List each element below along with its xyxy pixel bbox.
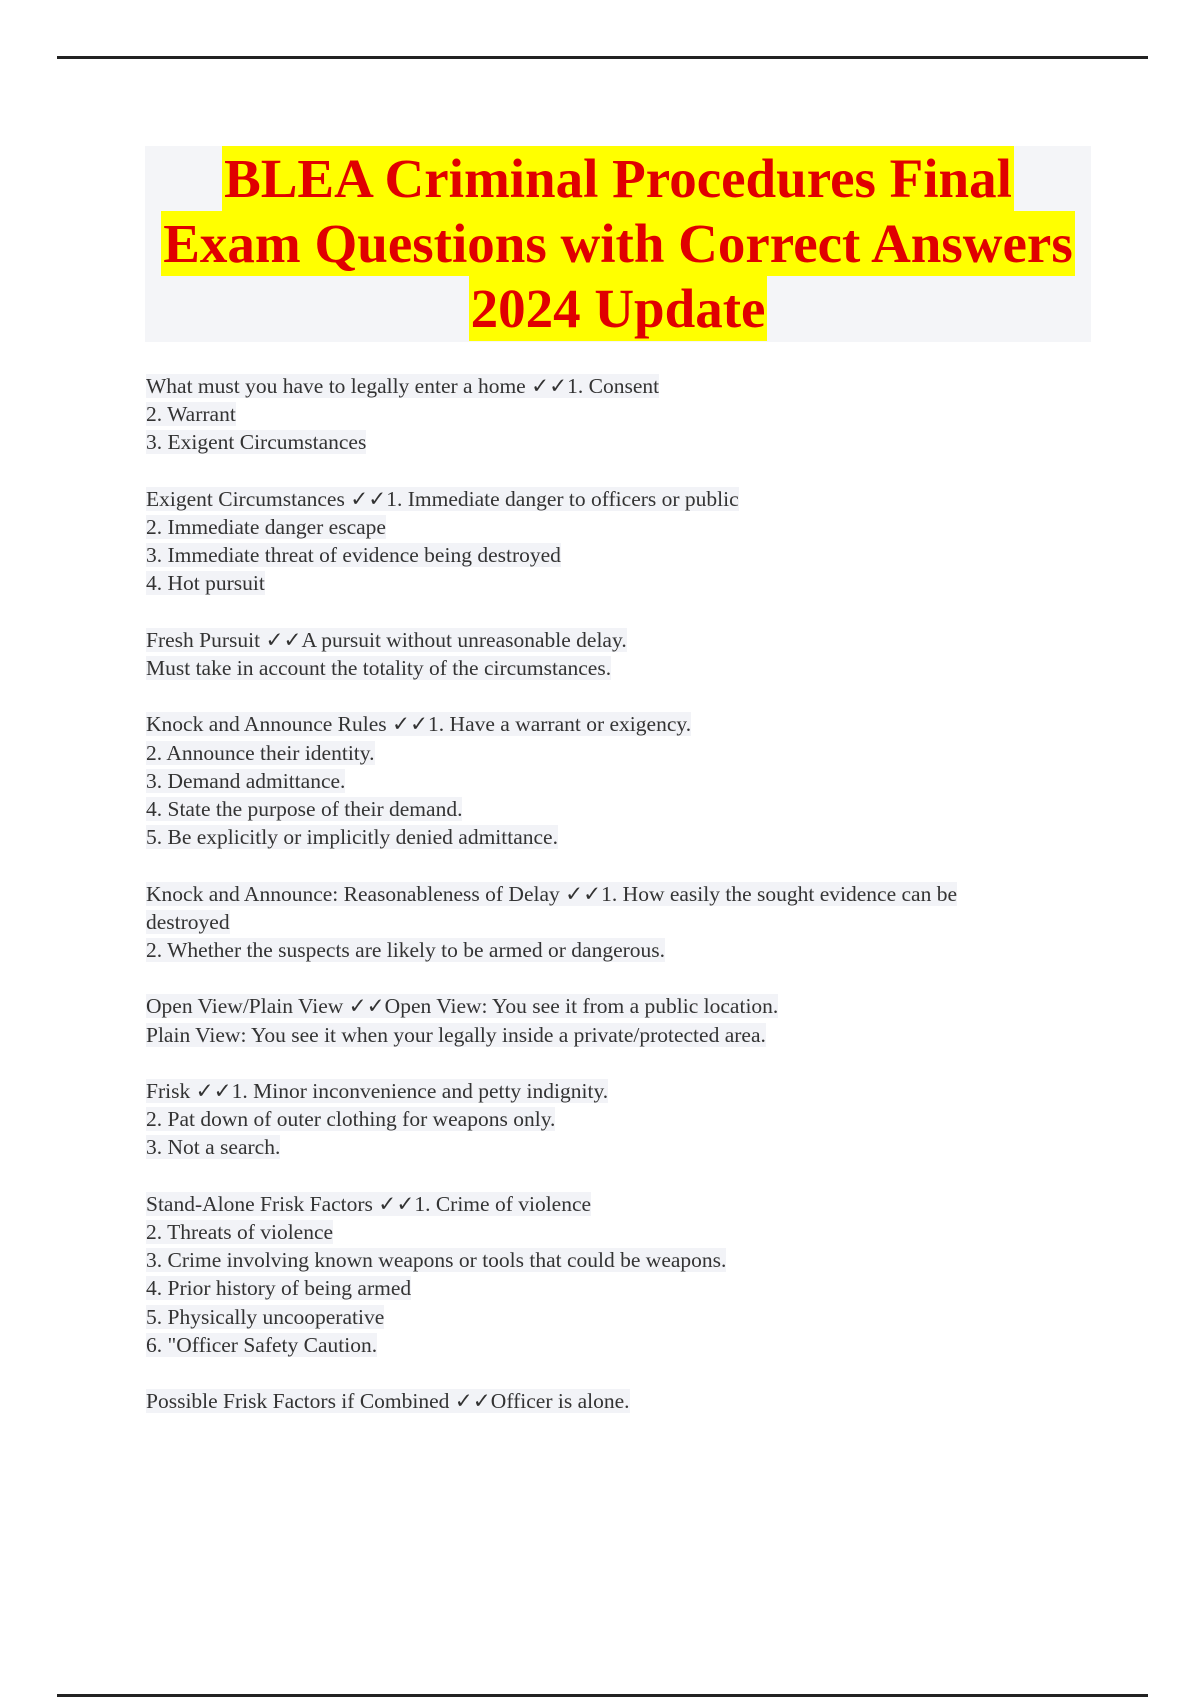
line-text: Possible Frisk Factors if Combined ✓✓Officer is alone. (146, 1389, 630, 1414)
answer-line (146, 1331, 1076, 1359)
answer-line (146, 1105, 1076, 1133)
answer-line (146, 1274, 1076, 1302)
line-text: Fresh Pursuit ✓✓A pursuit without unreasonable delay. (146, 627, 627, 652)
answer-line (146, 739, 1076, 767)
answer-line (146, 908, 1076, 936)
answer-line (146, 541, 1076, 569)
answer-line (146, 1246, 1076, 1274)
line-text: 4. Prior history of being armed (146, 1276, 412, 1301)
answer-line (146, 428, 1076, 456)
line-text: 4. State the purpose of their demand. (146, 797, 463, 821)
answer-line (146, 767, 1076, 795)
line-text: 5. Be explicitly or implicitly denied admittance. (146, 825, 558, 850)
answer-line (146, 1218, 1076, 1246)
line-text: Stand-Alone Frisk Factors ✓✓1. Crime of violence (146, 1191, 592, 1216)
bottom-rule (57, 1694, 1148, 1697)
line-text: Knock and Announce: Reasonableness of Delay ✓✓1. How easily the sought evidence can be (146, 881, 957, 906)
answer-line (146, 1133, 1076, 1161)
line-text: 2. Warrant (146, 402, 236, 427)
answer-line (146, 569, 1076, 597)
line-text: Frisk ✓✓1. Minor inconvenience and petty indignity. (146, 1078, 609, 1103)
qa-item (146, 992, 1076, 1048)
title-line: BLEA Criminal Procedures Final (224, 148, 1012, 209)
qa-list (146, 372, 1076, 1444)
line-text: What must you have to legally enter a home ✓✓1. Consent (146, 374, 660, 398)
answer-line (146, 654, 1076, 682)
question-line (146, 992, 1076, 1020)
answer-line (146, 1021, 1076, 1049)
line-text: 3. Not a search. (146, 1135, 281, 1160)
question-line (146, 1387, 1076, 1415)
qa-item (146, 372, 1076, 457)
question-line (146, 880, 1076, 908)
line-text: 3. Demand admittance. (146, 768, 346, 793)
qa-item (146, 626, 1076, 682)
line-text: 2. Immediate danger escape (146, 515, 386, 539)
line-text: Plain View: You see it when your legally inside a private/protected area. (146, 1022, 766, 1047)
answer-line (146, 400, 1076, 428)
line-text: Knock and Announce Rules ✓✓1. Have a warrant or exigency. (146, 712, 692, 737)
line-text: 2. Whether the suspects are likely to be armed or dangerous. (146, 938, 666, 962)
line-text: 2. Pat down of outer clothing for weapons only. (146, 1107, 556, 1132)
line-text: 2. Threats of violence (146, 1219, 334, 1244)
line-text: 4. Hot pursuit (146, 571, 265, 596)
line-text: destroyed (146, 909, 230, 934)
question-line (146, 372, 1076, 400)
qa-item (146, 880, 1076, 965)
answer-line (146, 1303, 1076, 1331)
qa-item (146, 1077, 1076, 1162)
qa-item (146, 710, 1076, 851)
answer-line (146, 513, 1076, 541)
question-line (146, 1190, 1076, 1218)
line-text: 3. Crime involving known weapons or tools that could be weapons. (146, 1248, 727, 1273)
qa-item (146, 1387, 1076, 1415)
line-text: 5. Physically uncooperative (146, 1304, 385, 1329)
line-text: Open View/Plain View ✓✓Open View: You see it from a public location. (146, 994, 779, 1019)
line-text: Exigent Circumstances ✓✓1. Immediate danger to officers or public (146, 486, 739, 511)
top-rule (57, 56, 1148, 59)
line-text: 3. Exigent Circumstances (146, 430, 367, 455)
line-text: 2. Announce their identity. (146, 740, 375, 765)
qa-item (146, 485, 1076, 598)
question-line (146, 710, 1076, 738)
question-line (146, 485, 1076, 513)
answer-line (146, 795, 1076, 823)
line-text: 6. "Officer Safety Caution. (146, 1332, 378, 1357)
answer-line (146, 936, 1076, 964)
question-line (146, 626, 1076, 654)
title-line: 2024 Update (470, 278, 766, 339)
document-title (145, 146, 1091, 342)
question-line (146, 1077, 1076, 1105)
qa-item (146, 1190, 1076, 1359)
line-text: Must take in account the totality of the circumstances. (146, 656, 612, 680)
answer-line (146, 823, 1076, 851)
title-line: Exam Questions with Correct Answers (163, 213, 1073, 274)
line-text: 3. Immediate threat of evidence being destroyed (146, 543, 561, 568)
